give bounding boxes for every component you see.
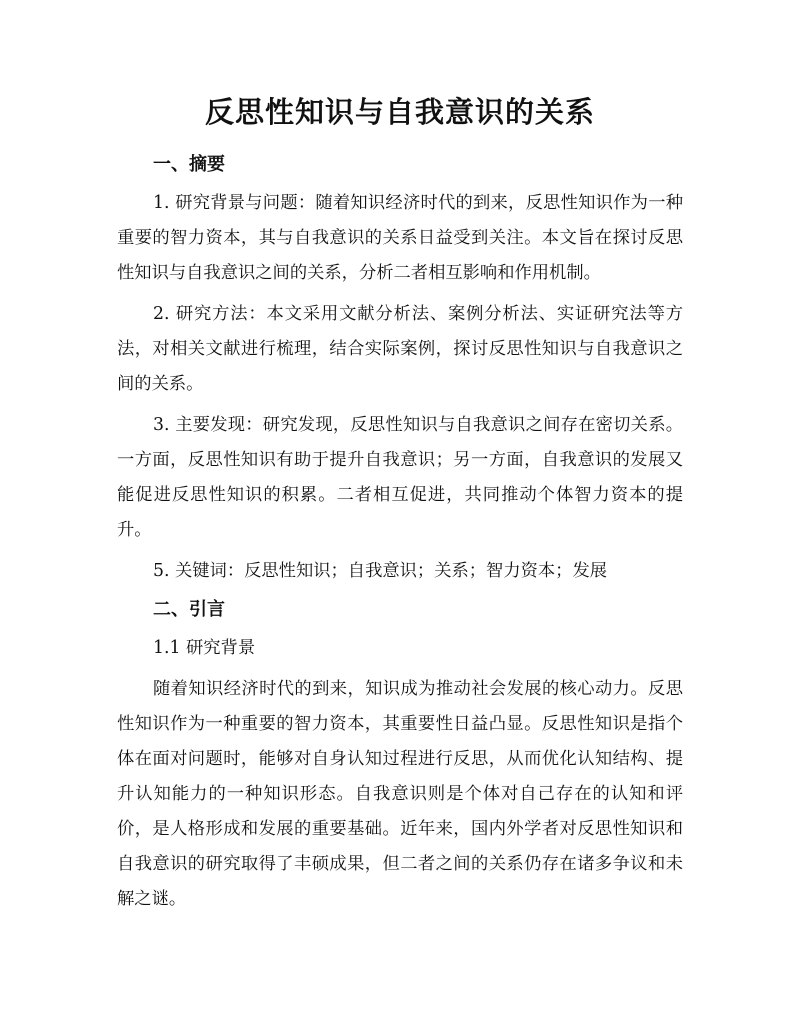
abstract-paragraph-keywords: 5. 关键词：反思性知识；自我意识；关系；智力资本；发展	[153, 561, 608, 581]
document-page	[117, 90, 683, 923]
subsection-heading-background: 1.1 研究背景	[153, 638, 256, 658]
intro-paragraph-background: 随着知识经济时代的到来，知识成为推动社会发展的核心动力。反思性知识作为一种重要的智力资本，其重要性日益凸显。反思性知识是指个体在面对问题时，能够对自身认知过程进行反思，从而优化认知结构、提升认知能力的一种知识形态。自我意识则是个体对自己存在的认知和评价，是人格形成和发展的重要基础。近年来，国内外学者对反思性知识和自我意识的研究取得了丰硕成果，但二者之间的关系仍存在诸多争议和未解之谜。	[117, 679, 683, 909]
document-title: 反思性知识与自我意识的关系	[204, 95, 595, 129]
section-heading-abstract: 一、摘要	[153, 154, 225, 175]
abstract-paragraph-background: 1. 研究背景与问题：随着知识经济时代的到来，反思性知识作为一种重要的智力资本，其与自我意识的关系日益受到关注。本文旨在探讨反思性知识与自我意识之间的关系，分析二者相互影响和作用机制。	[117, 193, 683, 283]
abstract-paragraph-method: 2. 研究方法：本文采用文献分析法、案例分析法、实证研究法等方法，对相关文献进行梳理，结合实际案例，探讨反思性知识与自我意识之间的关系。	[117, 304, 683, 394]
section-heading-intro: 二、引言	[153, 599, 225, 620]
abstract-paragraph-findings: 3. 主要发现：研究发现，反思性知识与自我意识之间存在密切关系。一方面，反思性知识有助于提升自我意识；另一方面，自我意识的发展又能促进反思性知识的积累。二者相互促进，共同推动个体智力资本的提升。	[117, 415, 683, 540]
